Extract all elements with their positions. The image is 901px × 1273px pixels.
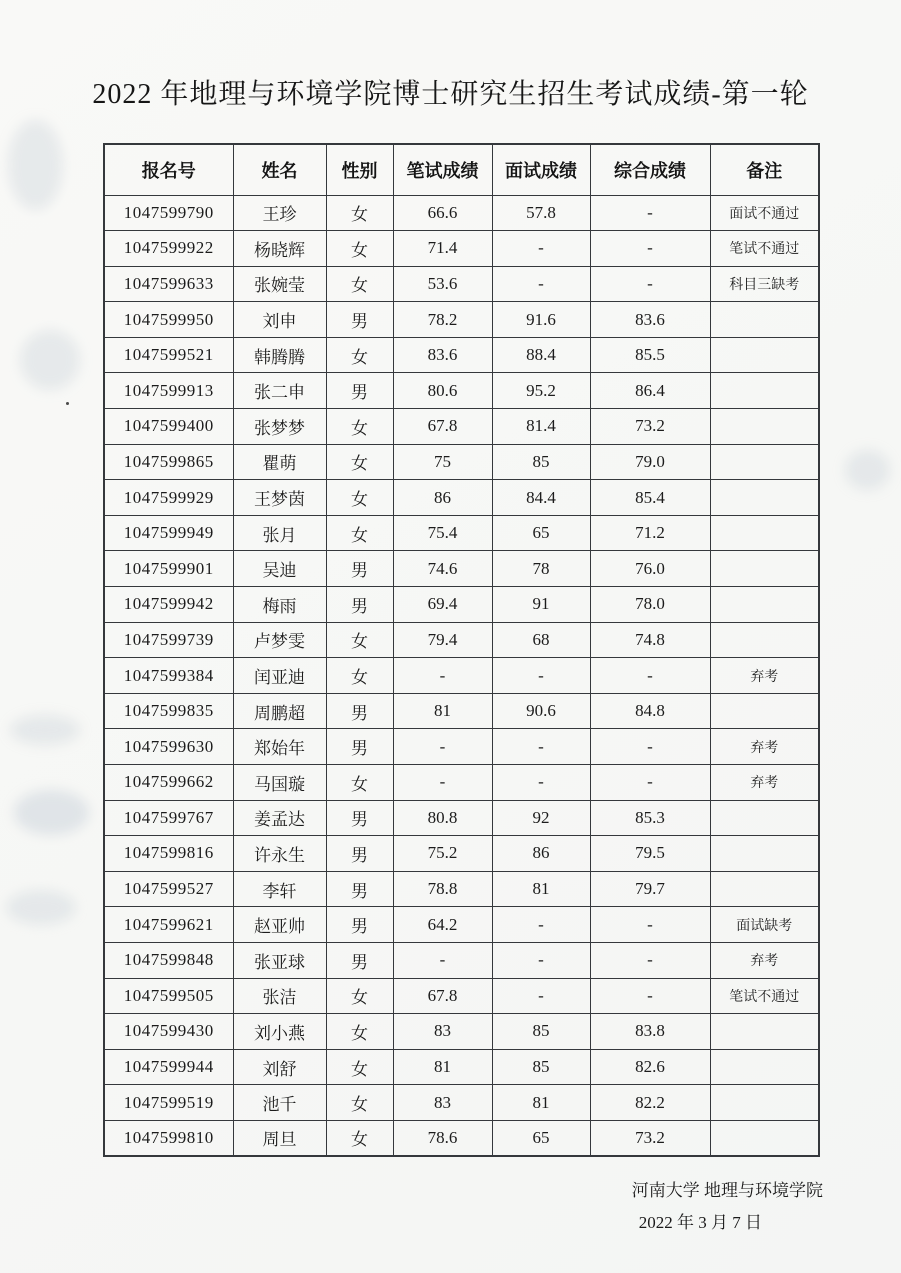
cell-written-score: 79.4 [393,622,492,658]
cell-registration-number: 1047599505 [104,978,233,1014]
cell-name: 闰亚迪 [233,658,326,694]
cell-gender: 女 [326,658,393,694]
cell-name: 马国璇 [233,765,326,801]
cell-registration-number: 1047599922 [104,231,233,267]
cell-registration-number: 1047599621 [104,907,233,943]
cell-overall-score: 85.3 [590,800,710,836]
cell-interview-score: 88.4 [492,337,590,373]
cell-written-score: - [393,765,492,801]
table-row [104,693,819,729]
ink-dot [66,402,69,405]
table-row [104,942,819,978]
table-row [104,978,819,1014]
cell-remark: 笔试不通过 [710,978,819,1014]
cell-gender: 女 [326,1014,393,1050]
cell-gender: 男 [326,693,393,729]
cell-gender: 女 [326,409,393,445]
cell-gender: 女 [326,444,393,480]
cell-interview-score: 91 [492,587,590,623]
cell-interview-score: - [492,729,590,765]
cell-remark [710,1049,819,1085]
cell-registration-number: 1047599662 [104,765,233,801]
cell-written-score: 69.4 [393,587,492,623]
cell-name: 张亚球 [233,942,326,978]
cell-written-score: 67.8 [393,409,492,445]
table-row [104,444,819,480]
cell-overall-score: 73.2 [590,409,710,445]
cell-written-score: 66.6 [393,195,492,231]
cell-remark: 弃考 [710,942,819,978]
cell-registration-number: 1047599384 [104,658,233,694]
table-row [104,658,819,694]
cell-gender: 男 [326,942,393,978]
column-header-registration-number: 报名号 [104,144,233,195]
cell-name: 王珍 [233,195,326,231]
cell-name: 周旦 [233,1120,326,1156]
cell-remark [710,444,819,480]
cell-interview-score: 78 [492,551,590,587]
cell-gender: 女 [326,231,393,267]
scan-smudge [6,890,76,925]
cell-gender: 女 [326,765,393,801]
cell-remark [710,551,819,587]
cell-gender: 女 [326,1085,393,1121]
column-header-overall-score: 综合成绩 [590,144,710,195]
cell-interview-score: 84.4 [492,480,590,516]
cell-interview-score: 85 [492,1049,590,1085]
column-header-interview-score: 面试成绩 [492,144,590,195]
cell-interview-score: 85 [492,444,590,480]
cell-interview-score: 65 [492,515,590,551]
cell-name: 梅雨 [233,587,326,623]
table-row [104,266,819,302]
cell-name: 瞿萌 [233,444,326,480]
table-row [104,302,819,338]
cell-overall-score: - [590,978,710,1014]
cell-written-score: 75.2 [393,836,492,872]
cell-remark [710,1085,819,1121]
table-row [104,1049,819,1085]
cell-overall-score: - [590,658,710,694]
cell-registration-number: 1047599816 [104,836,233,872]
table-body [104,195,819,1156]
cell-remark [710,1014,819,1050]
cell-name: 吴迪 [233,551,326,587]
cell-remark [710,409,819,445]
cell-gender: 男 [326,871,393,907]
cell-registration-number: 1047599630 [104,729,233,765]
cell-remark [710,871,819,907]
cell-name: 赵亚帅 [233,907,326,943]
cell-registration-number: 1047599848 [104,942,233,978]
cell-written-score: 75.4 [393,515,492,551]
cell-remark: 弃考 [710,729,819,765]
cell-name: 周鹏超 [233,693,326,729]
cell-registration-number: 1047599865 [104,444,233,480]
table-row [104,480,819,516]
cell-written-score: 81 [393,693,492,729]
cell-gender: 男 [326,587,393,623]
cell-written-score: 75 [393,444,492,480]
cell-interview-score: 91.6 [492,302,590,338]
cell-written-score: 78.8 [393,871,492,907]
cell-registration-number: 1047599901 [104,551,233,587]
cell-written-score: 80.6 [393,373,492,409]
cell-written-score: - [393,729,492,765]
table-row [104,515,819,551]
cell-name: 张梦梦 [233,409,326,445]
cell-gender: 男 [326,729,393,765]
cell-name: 张婉莹 [233,266,326,302]
footer-date: 2022 年 3 月 7 日 [638,1213,762,1232]
cell-overall-score: 85.5 [590,337,710,373]
cell-gender: 男 [326,800,393,836]
cell-remark: 科目三缺考 [710,266,819,302]
cell-interview-score: 57.8 [492,195,590,231]
cell-written-score: 71.4 [393,231,492,267]
cell-gender: 女 [326,515,393,551]
cell-interview-score: 85 [492,1014,590,1050]
cell-written-score: 78.6 [393,1120,492,1156]
cell-overall-score: 83.8 [590,1014,710,1050]
cell-written-score: 86 [393,480,492,516]
cell-overall-score: - [590,729,710,765]
cell-registration-number: 1047599430 [104,1014,233,1050]
cell-written-score: 64.2 [393,907,492,943]
cell-interview-score: - [492,266,590,302]
cell-registration-number: 1047599521 [104,337,233,373]
scan-smudge [10,715,80,745]
table-row [104,836,819,872]
cell-interview-score: 90.6 [492,693,590,729]
cell-interview-score: - [492,978,590,1014]
cell-registration-number: 1047599913 [104,373,233,409]
cell-interview-score: 65 [492,1120,590,1156]
cell-written-score: 81 [393,1049,492,1085]
cell-overall-score: 79.5 [590,836,710,872]
cell-overall-score: - [590,195,710,231]
cell-name: 刘舒 [233,1049,326,1085]
cell-remark [710,515,819,551]
cell-written-score: 74.6 [393,551,492,587]
cell-overall-score: 73.2 [590,1120,710,1156]
cell-written-score: 78.2 [393,302,492,338]
scan-smudge [14,790,89,835]
cell-registration-number: 1047599929 [104,480,233,516]
cell-gender: 女 [326,1049,393,1085]
column-header-remark: 备注 [710,144,819,195]
cell-interview-score: 68 [492,622,590,658]
cell-gender: 男 [326,836,393,872]
cell-written-score: 80.8 [393,800,492,836]
cell-interview-score: 95.2 [492,373,590,409]
cell-remark [710,800,819,836]
table-row [104,551,819,587]
cell-gender: 女 [326,195,393,231]
cell-remark [710,836,819,872]
cell-remark [710,622,819,658]
table-row [104,622,819,658]
cell-overall-score: 82.2 [590,1085,710,1121]
cell-overall-score: - [590,907,710,943]
cell-registration-number: 1047599739 [104,622,233,658]
cell-name: 王梦茵 [233,480,326,516]
cell-name: 许永生 [233,836,326,872]
cell-registration-number: 1047599527 [104,871,233,907]
column-header-gender: 性别 [326,144,393,195]
scan-smudge [845,450,890,490]
header-row [104,144,819,195]
cell-remark [710,373,819,409]
cell-name: 郑始年 [233,729,326,765]
cell-written-score: 83.6 [393,337,492,373]
cell-remark: 面试不通过 [710,195,819,231]
cell-remark [710,587,819,623]
cell-name: 张二申 [233,373,326,409]
cell-overall-score: 79.0 [590,444,710,480]
cell-name: 杨晓辉 [233,231,326,267]
column-header-written-score: 笔试成绩 [393,144,492,195]
table-row [104,195,819,231]
cell-gender: 男 [326,551,393,587]
cell-written-score: - [393,658,492,694]
cell-name: 刘申 [233,302,326,338]
cell-overall-score: 85.4 [590,480,710,516]
cell-written-score: 53.6 [393,266,492,302]
scan-smudge [8,120,63,210]
cell-overall-score: 74.8 [590,622,710,658]
column-header-name: 姓名 [233,144,326,195]
cell-registration-number: 1047599633 [104,266,233,302]
cell-remark [710,1120,819,1156]
cell-overall-score: 76.0 [590,551,710,587]
cell-remark: 面试缺考 [710,907,819,943]
cell-remark [710,302,819,338]
cell-interview-score: 81 [492,1085,590,1121]
table-row [104,765,819,801]
table-row [104,337,819,373]
cell-overall-score: - [590,942,710,978]
footer-institution: 河南大学 地理与环境学院 [631,1181,823,1200]
page-title: 2022 年地理与环境学院博士研究生招生考试成绩-第一轮 [92,79,809,110]
cell-gender: 女 [326,266,393,302]
cell-name: 张月 [233,515,326,551]
cell-name: 韩腾腾 [233,337,326,373]
scan-smudge [20,330,80,390]
cell-registration-number: 1047599790 [104,195,233,231]
table-row [104,373,819,409]
cell-interview-score: - [492,658,590,694]
cell-overall-score: 78.0 [590,587,710,623]
cell-name: 李轩 [233,871,326,907]
table-row [104,729,819,765]
cell-overall-score: 86.4 [590,373,710,409]
cell-overall-score: 83.6 [590,302,710,338]
cell-written-score: 67.8 [393,978,492,1014]
table-row [104,409,819,445]
cell-overall-score: 79.7 [590,871,710,907]
cell-name: 池千 [233,1085,326,1121]
cell-gender: 女 [326,337,393,373]
table-row [104,587,819,623]
cell-remark [710,693,819,729]
table-row [104,1014,819,1050]
table-row [104,800,819,836]
cell-registration-number: 1047599400 [104,409,233,445]
cell-overall-score: - [590,231,710,267]
cell-written-score: 83 [393,1085,492,1121]
cell-name: 刘小燕 [233,1014,326,1050]
cell-interview-score: 86 [492,836,590,872]
cell-registration-number: 1047599942 [104,587,233,623]
scores-table [103,143,820,1157]
cell-remark: 弃考 [710,658,819,694]
table-row [104,231,819,267]
cell-remark [710,480,819,516]
cell-gender: 女 [326,622,393,658]
cell-overall-score: - [590,765,710,801]
table-row [104,907,819,943]
cell-name: 卢梦雯 [233,622,326,658]
cell-remark: 笔试不通过 [710,231,819,267]
cell-gender: 男 [326,373,393,409]
cell-registration-number: 1047599767 [104,800,233,836]
cell-interview-score: - [492,765,590,801]
cell-name: 姜孟达 [233,800,326,836]
cell-registration-number: 1047599835 [104,693,233,729]
cell-interview-score: - [492,942,590,978]
cell-gender: 男 [326,907,393,943]
table-row [104,1085,819,1121]
cell-overall-score: 82.6 [590,1049,710,1085]
table-row [104,1120,819,1156]
cell-gender: 男 [326,302,393,338]
cell-interview-score: 92 [492,800,590,836]
cell-registration-number: 1047599944 [104,1049,233,1085]
cell-overall-score: 71.2 [590,515,710,551]
cell-gender: 女 [326,1120,393,1156]
cell-remark [710,337,819,373]
cell-interview-score: 81.4 [492,409,590,445]
cell-overall-score: 84.8 [590,693,710,729]
cell-registration-number: 1047599519 [104,1085,233,1121]
cell-overall-score: - [590,266,710,302]
cell-remark: 弃考 [710,765,819,801]
cell-gender: 女 [326,978,393,1014]
cell-interview-score: 81 [492,871,590,907]
cell-gender: 女 [326,480,393,516]
cell-interview-score: - [492,907,590,943]
table-row [104,871,819,907]
cell-registration-number: 1047599810 [104,1120,233,1156]
cell-registration-number: 1047599950 [104,302,233,338]
cell-written-score: 83 [393,1014,492,1050]
cell-name: 张洁 [233,978,326,1014]
cell-written-score: - [393,942,492,978]
cell-interview-score: - [492,231,590,267]
cell-registration-number: 1047599949 [104,515,233,551]
